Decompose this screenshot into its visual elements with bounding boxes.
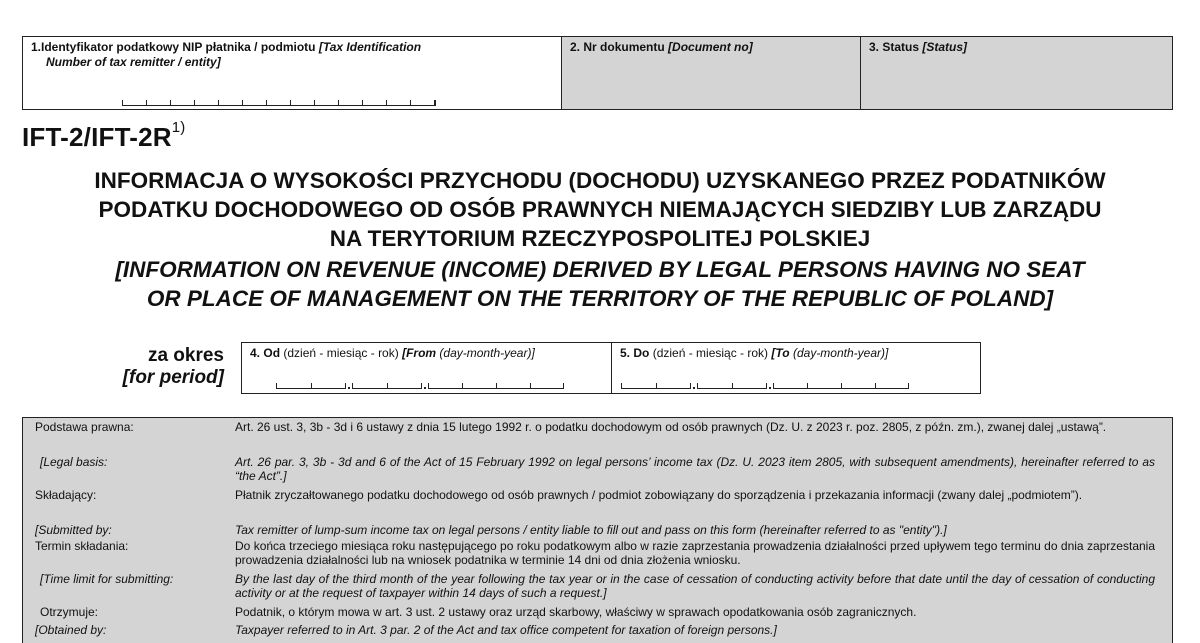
nip-field-label-en: Number of tax remitter / entity] bbox=[46, 55, 221, 69]
period-to-date-input[interactable] bbox=[621, 383, 909, 389]
footnote-marker: 1) bbox=[171, 119, 186, 137]
nip-input-grid[interactable] bbox=[122, 100, 436, 106]
period-to-box: 5. Do (dzień - miesiąc - rok) [To (day-month-year)] bbox=[611, 342, 981, 394]
period-from-date-input[interactable] bbox=[276, 383, 564, 389]
status-box: 3. Status [Status] bbox=[860, 36, 1173, 110]
form-code: IFT-$2/IFT-2R^{1)}$ bbox=[22, 119, 186, 152]
document-number-box: 2. Nr dokumentu [Document no] bbox=[561, 36, 861, 110]
form-title-pl: INFORMACJA O WYSOKOŚCI PRZYCHODU (DOCHODU) UZYSKANEGO PRZEZ PODATNIKÓW PODATKU DOCHODOWEGO OD OSÓB PRAWNYCH NIEMAJĄCYCH SIEDZIBY LUB ZARZĄDU NA TERYTORIUM RZECZYPOSPOLITEJ POLSKIEJ bbox=[94, 168, 1106, 251]
legal-info-table: Podstawa prawna: Art. 26 ust. 3, 3b - 3d i 6 ustawy z dnia 15 lutego 1992 r. o podatku dochodowym od osób prawnych (Dz. U. z 2023 r. poz. 2805, z późn. zm.), zwanej dalej „ustawą”. [Legal basis: Art. 26 par. 3, 3b - 3d and 6 of the Act of 15 February 1992 on legal persons’ income tax (Dz. U. 2023 item 2805, with subsequent amendments), hereinafter referred to as “the Act”.] Składający: Płatnik zryczałtowanego podatku dochodowego od osób prawnych / podmiot zobowiązany do sporządzenia i przekazania informacji (zwany dalej „podmiotem”). [Submitted by: Tax remitter of lump-sum income tax on legal persons / entity liable to fill out and pass on this form (hereinafter referred to as "entity").] Termin składania: Do końca trzeciego miesiąca roku następującego po roku podatkowym albo w razie zaprzestania prowadzenia działalności przed upływem tego terminu do dnia zaprzestania prowadzenia działalności lub na wniosek podatnika w terminie 14 dni od dnia złożenia wniosku. [Time limit for submitting: By the last day of the third month of the year following the tax year or in the case of cessation of conducting activity before that date until the day of cessation of conducting activity or at the request of taxpayer within 14 days of such a request.] Otrzymuje: Podatnik, o którym mowa w art. 3 ust. 2 ustawy oraz urząd skarbowy, właściwy w sprawach opodatkowania osób zagranicznych. [Obtained by: Taxpayer referred to in Art. 3 par. 2 of the Act and tax office competent for taxation of foreign persons.] bbox=[22, 417, 1173, 643]
nip-field-label: 1.Identyfikator podatkowy NIP płatnika / podmiotu [Tax Identification bbox=[31, 40, 422, 54]
nip-field-box bbox=[22, 36, 562, 110]
form-title-en: [INFORMATION ON REVENUE (INCOME) DERIVED BY LEGAL PERSONS HAVING NO SEAT OR PLACE OF MANAGEMENT ON THE TERRITORY OF THE REPUBLIC OF POLAND] bbox=[115, 257, 1085, 311]
period-from-box: 4. Od (dzień - miesiąc - rok) [From (day-month-year)] bbox=[241, 342, 612, 394]
period-label: za okres [for period] bbox=[122, 345, 224, 388]
